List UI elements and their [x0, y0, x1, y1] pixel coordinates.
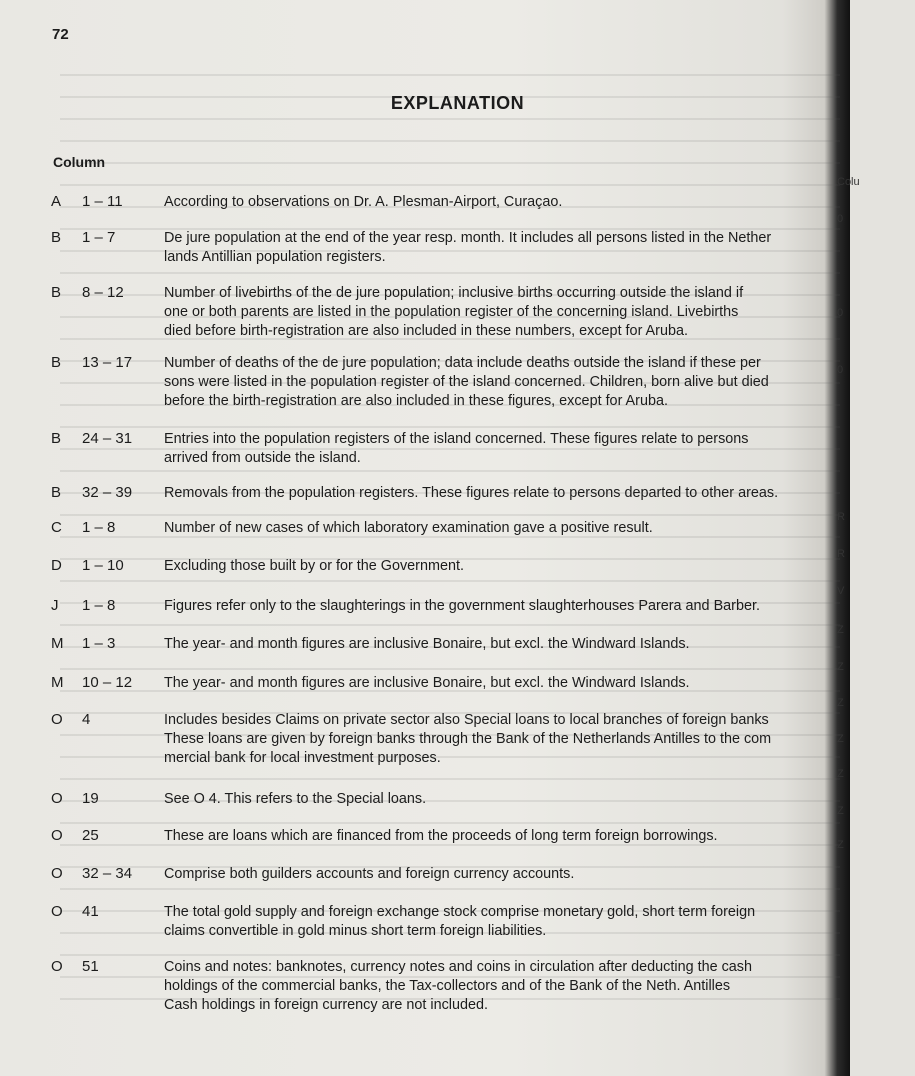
entry-description	[164, 484, 854, 503]
column-letter: B	[51, 229, 62, 246]
entry-description	[164, 354, 854, 411]
description-line: arrived from outside the island.	[164, 450, 361, 466]
edge-mark: Z	[837, 661, 844, 673]
entry-description	[164, 430, 854, 468]
description-line: These are loans which are financed from the proceeds of long term foreign borrowings.	[164, 828, 718, 844]
description-line: one or both parents are listed in the population register of the concerning island. Livebirths	[164, 304, 739, 320]
column-range: 1 – 10	[82, 557, 124, 574]
edge-mark: 0	[837, 307, 844, 319]
column-range: 1 – 8	[82, 597, 116, 614]
column-range: 32 – 39	[82, 484, 133, 501]
column-letter: O	[51, 958, 63, 975]
column-range: 10 – 12	[82, 674, 133, 691]
column-range: 1 – 11	[82, 193, 123, 210]
column-range: 1 – 3	[82, 635, 116, 652]
column-letter: B	[51, 284, 62, 301]
column-letter: O	[51, 711, 63, 728]
column-letter: O	[51, 865, 63, 882]
entry-description	[164, 597, 854, 616]
edge-mark: Z	[837, 768, 844, 780]
column-letter: A	[51, 193, 62, 210]
entry-description	[164, 193, 854, 212]
column-letter: B	[51, 430, 62, 447]
page-number: 72	[52, 26, 69, 43]
column-letter: M	[51, 635, 64, 652]
entry-description	[164, 903, 854, 941]
description-line: Excluding those built by or for the Government.	[164, 558, 464, 574]
edge-mark: 0	[837, 364, 844, 376]
description-line: Removals from the population registers. These figures relate to persons departed to other areas.	[164, 485, 779, 501]
edge-mark: Z	[837, 805, 844, 817]
edge-mark: 0	[837, 213, 844, 225]
description-line: Number of livebirths of the de jure population; inclusive births occurring outside the island if	[164, 285, 744, 301]
column-range: 32 – 34	[82, 865, 133, 882]
entry-description	[164, 790, 854, 809]
column-header: Column	[53, 154, 106, 170]
column-letter: O	[51, 827, 63, 844]
edge-mark: Z	[837, 733, 844, 745]
column-letter: C	[51, 519, 62, 536]
column-letter: O	[51, 790, 63, 807]
edge-mark: Z	[837, 624, 844, 636]
entry-description	[164, 519, 854, 538]
description-line: Figures refer only to the slaughterings in the government slaughterhouses Parera and Barber.	[164, 598, 760, 614]
description-line: The year- and month figures are inclusive Bonaire, but excl. the Windward Islands.	[164, 636, 690, 652]
column-letter: J	[51, 597, 59, 614]
description-line: According to observations on Dr. A. Plesman-Airport, Curaçao.	[164, 194, 563, 210]
entry-description	[164, 284, 854, 341]
description-line: claims convertible in gold minus short term foreign liabilities.	[164, 923, 547, 939]
description-line: before the birth-registration are also included in these figures, except for Aruba.	[164, 393, 668, 409]
column-letter: B	[51, 484, 62, 501]
description-line: Includes besides Claims on private sector also Special loans to local branches of foreign banks	[164, 712, 769, 728]
entry-description	[164, 557, 854, 576]
edge-mark: Colu	[837, 176, 860, 188]
entry-description	[164, 827, 854, 846]
description-line: The year- and month figures are inclusive Bonaire, but excl. the Windward Islands.	[164, 675, 690, 691]
column-range: 25	[82, 827, 99, 844]
description-line: See O 4. This refers to the Special loans.	[164, 791, 427, 807]
entry-description	[164, 635, 854, 654]
column-letter: B	[51, 354, 62, 371]
edge-mark: Z	[837, 839, 844, 851]
entry-description	[164, 711, 854, 768]
description-line: Cash holdings in foreign currency are not included.	[164, 997, 488, 1013]
page-title: EXPLANATION	[390, 93, 525, 113]
description-line: lands Antillian population registers.	[164, 249, 386, 265]
description-line: Comprise both guilders accounts and foreign currency accounts.	[164, 866, 575, 882]
edge-mark: R	[837, 548, 845, 560]
description-line: Number of deaths of the de jure population; data include deaths outside the island if these per	[164, 355, 761, 371]
column-range: 1 – 8	[82, 519, 116, 536]
description-line: died before birth-registration are also included in these numbers, except for Aruba.	[164, 323, 688, 339]
description-line: mercial bank for local investment purposes.	[164, 750, 441, 766]
description-line: These loans are given by foreign banks through the Bank of the Netherlands Antilles to the com	[164, 731, 772, 747]
column-range: 19	[82, 790, 99, 807]
column-range: 4	[82, 711, 91, 728]
column-range: 8 – 12	[82, 284, 124, 301]
column-letter: M	[51, 674, 64, 691]
entry-description	[164, 865, 854, 884]
entry-description	[164, 229, 854, 267]
column-letter: D	[51, 557, 62, 574]
edge-mark: Z	[837, 697, 844, 709]
description-line: sons were listed in the population register of the island concerned. Children, born alive but died	[164, 374, 769, 390]
column-range: 24 – 31	[82, 430, 133, 447]
column-range: 41	[82, 903, 99, 920]
description-line: Coins and notes: banknotes, currency notes and coins in circulation after deducting the cash	[164, 959, 752, 975]
column-range: 1 – 7	[82, 229, 116, 246]
edge-mark: V	[837, 585, 845, 597]
entry-description	[164, 674, 854, 693]
description-line: holdings of the commercial banks, the Tax-collectors and of the Bank of the Neth. Antilles	[164, 978, 731, 994]
column-range: 13 – 17	[82, 354, 133, 371]
description-line: De jure population at the end of the year resp. month. It includes all persons listed in the Nether	[164, 230, 772, 246]
column-range: 51	[82, 958, 99, 975]
description-line: Entries into the population registers of the island concerned. These figures relate to persons	[164, 431, 749, 447]
column-letter: O	[51, 903, 63, 920]
description-line: The total gold supply and foreign exchange stock comprise monetary gold, short term foreign	[164, 904, 756, 920]
entry-description	[164, 958, 854, 1015]
edge-mark: R	[837, 511, 845, 523]
description-line: Number of new cases of which laboratory examination gave a positive result.	[164, 520, 653, 536]
